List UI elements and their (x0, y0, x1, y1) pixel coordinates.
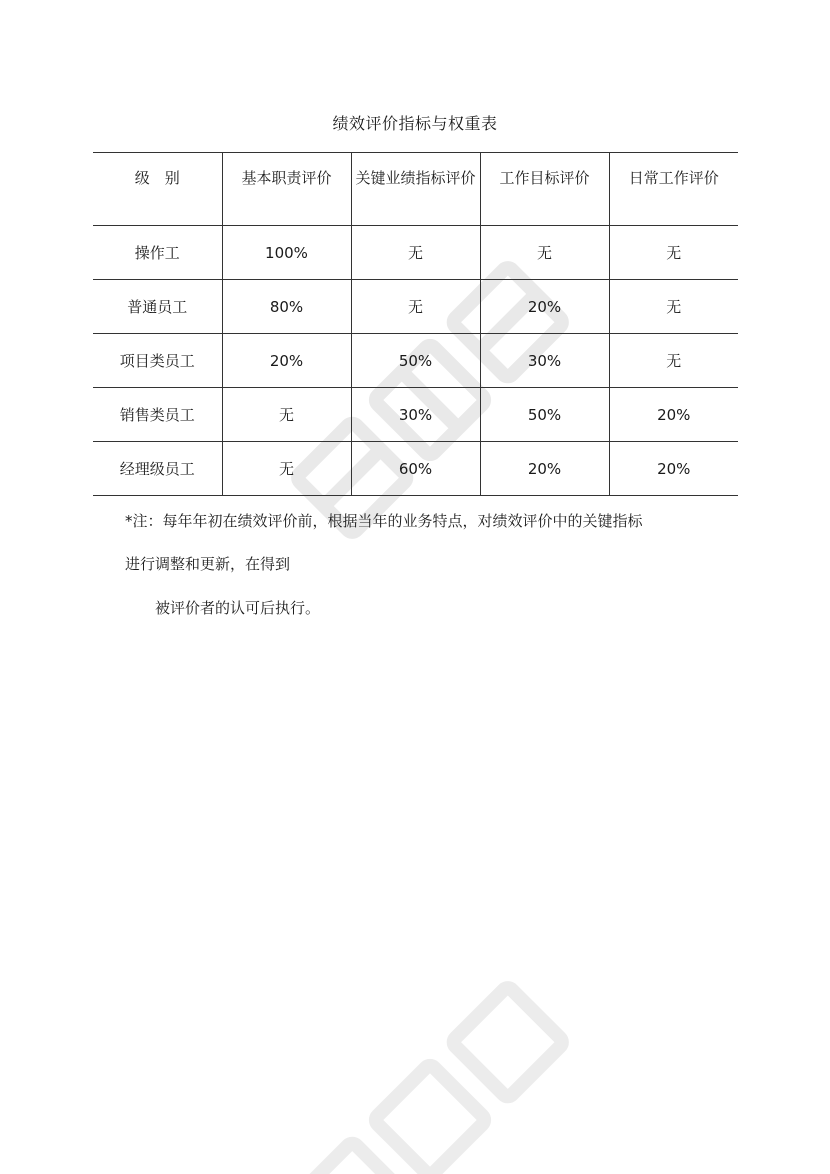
table-cell: 20% (480, 442, 609, 496)
note-line-1: *注：每年年初在绩效评价前，根据当年的业务特点，对绩效评价中的关键指标 (125, 512, 643, 530)
table-cell: 操作工 (93, 226, 222, 280)
table-cell: 销售类员工 (93, 388, 222, 442)
table-cell: 50% (480, 388, 609, 442)
table-cell: 50% (351, 334, 480, 388)
table-row (93, 388, 738, 442)
table-cell: 无 (609, 334, 738, 388)
table-cell: 无 (609, 226, 738, 280)
table-cell: 100% (222, 226, 351, 280)
table-cell: 30% (480, 334, 609, 388)
table-cell: 经理级员工 (93, 442, 222, 496)
table-cell: 无 (222, 442, 351, 496)
header-daily-work: 日常工作评价 (609, 153, 738, 226)
header-kpi: 关键业绩指标评价 (351, 153, 480, 226)
header-basic-duty: 基本职责评价 (222, 153, 351, 226)
table-row (93, 442, 738, 496)
header-level: 级 别 (93, 153, 222, 226)
table-cell: 无 (609, 280, 738, 334)
note-line-3: 被评价者的认可后执行。 (155, 599, 321, 617)
table-cell: 60% (351, 442, 480, 496)
weights-table (93, 152, 738, 496)
table-header-row (93, 153, 738, 226)
table-cell: 80% (222, 280, 351, 334)
table-row (93, 334, 738, 388)
table-row (93, 280, 738, 334)
table-cell: 无 (480, 226, 609, 280)
document-title: 绩效评价指标与权重表 (332, 114, 498, 133)
table-cell: 20% (609, 442, 738, 496)
table-cell: 无 (222, 388, 351, 442)
table-cell: 20% (222, 334, 351, 388)
table-cell: 普通员工 (93, 280, 222, 334)
table-cell: 20% (609, 388, 738, 442)
table-cell: 无 (351, 226, 480, 280)
table-cell: 项目类员工 (93, 334, 222, 388)
note-line-2: 进行调整和更新，在得到 (125, 555, 291, 573)
table-cell: 30% (351, 388, 480, 442)
table-cell: 无 (351, 280, 480, 334)
table-cell: 20% (480, 280, 609, 334)
table-row (93, 226, 738, 280)
header-work-goal: 工作目标评价 (480, 153, 609, 226)
